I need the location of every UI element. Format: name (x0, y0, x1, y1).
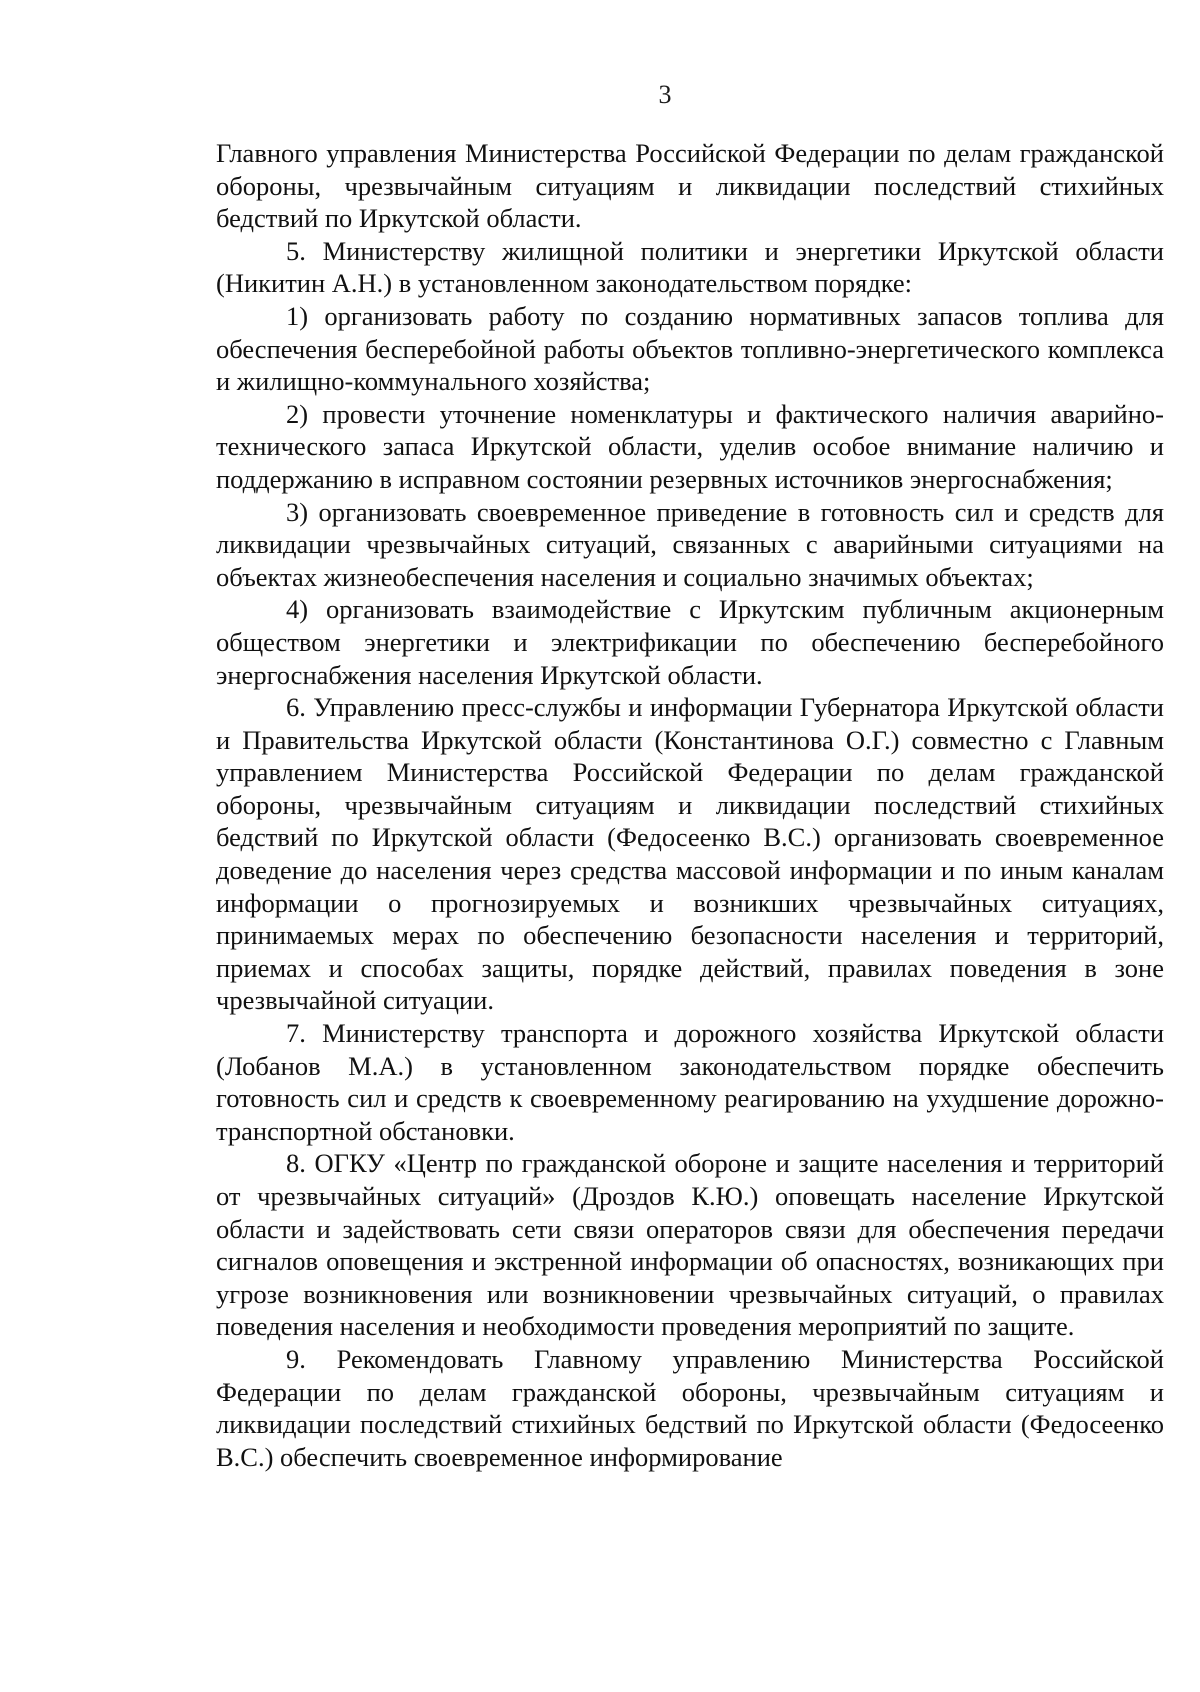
paragraph-item-6: 6. Управлению пресс-службы и информации Губернатора Иркутской области и Правительства Иркутской области (Константинова О.Г.) совместно с Главным управлением Министерства Российской Федерации по делам гражданской обороны, чрезвычайным ситуациям и ликвидации последствий стихийных бедствий по Иркутской области (Федосеенко В.С.) организовать своевременное доведение до населения через средства массовой информации и по иным каналам информации о прогнозируемых и возникших чрезвычайных ситуациях, принимаемых мерах по обеспечению безопасности населения и территорий, приемах и способах защиты, порядке действий, правилах поведения в зоне чрезвычайной ситуации. (216, 692, 1164, 1016)
paragraph-item-5: 5. Министерству жилищной политики и энергетики Иркутской области (Никитин А.Н.) в установленном законодательством порядке: (216, 235, 1164, 299)
paragraph-item-8: 8. ОГКУ «Центр по гражданской обороне и защите населения и территорий от чрезвычайных ситуаций» (Дроздов К.Ю.) оповещать население Иркутской области и задействовать сети связи операторов связи для обеспечения передачи сигналов оповещения и экстренной информации об опасностях, возникающих при угрозе возникновения или возникновении чрезвычайных ситуаций, о правилах поведения населения и необходимости проведения мероприятий по защите. (216, 1148, 1164, 1342)
paragraph-item-7: 7. Министерству транспорта и дорожного хозяйства Иркутской области (Лобанов М.А.) в установленном законодательством порядке обеспечить готовность сил и средств к своевременному реагированию на ухудшение дорожно-транспортной обстановки. (216, 1018, 1164, 1146)
paragraph-continuation: Главного управления Министерства Российской Федерации по делам гражданской обороны, чрезвычайным ситуациям и ликвидации последствий стихийных бедствий по Иркутской области. (216, 138, 1164, 234)
document-body (216, 137, 1164, 1473)
paragraph-item-9: 9. Рекомендовать Главному управлению Министерства Российской Федерации по делам гражданской обороны, чрезвычайным ситуациям и ликвидации последствий стихийных бедствий по Иркутской области (Федосеенко В.С.) обеспечить своевременное информирование (216, 1343, 1164, 1472)
paragraph-item-5-2: 2) провести уточнение номенклатуры и фактического наличия аварийно-технического запаса Иркутской области, уделив особое внимание наличию и поддержанию в исправном состоянии резервных источников энергоснабжения; (216, 398, 1164, 494)
paragraph-item-5-1: 1) организовать работу по созданию нормативных запасов топлива для обеспечения бесперебойной работы объектов топливно-энергетического комплекса и жилищно-коммунального хозяйства; (216, 300, 1164, 397)
paragraph-item-5-4: 4) организовать взаимодействие с Иркутским публичным акционерным обществом энергетики и электрификации по обеспечению бесперебойного энергоснабжения населения Иркутской области. (216, 594, 1164, 690)
paragraph-item-5-3: 3) организовать своевременное приведение в готовность сил и средств для ликвидации чрезвычайных ситуаций, связанных с аварийными ситуациями на объектах жизнеобеспечения населения и социально значимых объектах; (216, 496, 1164, 592)
page-number: 3 (658, 80, 672, 109)
